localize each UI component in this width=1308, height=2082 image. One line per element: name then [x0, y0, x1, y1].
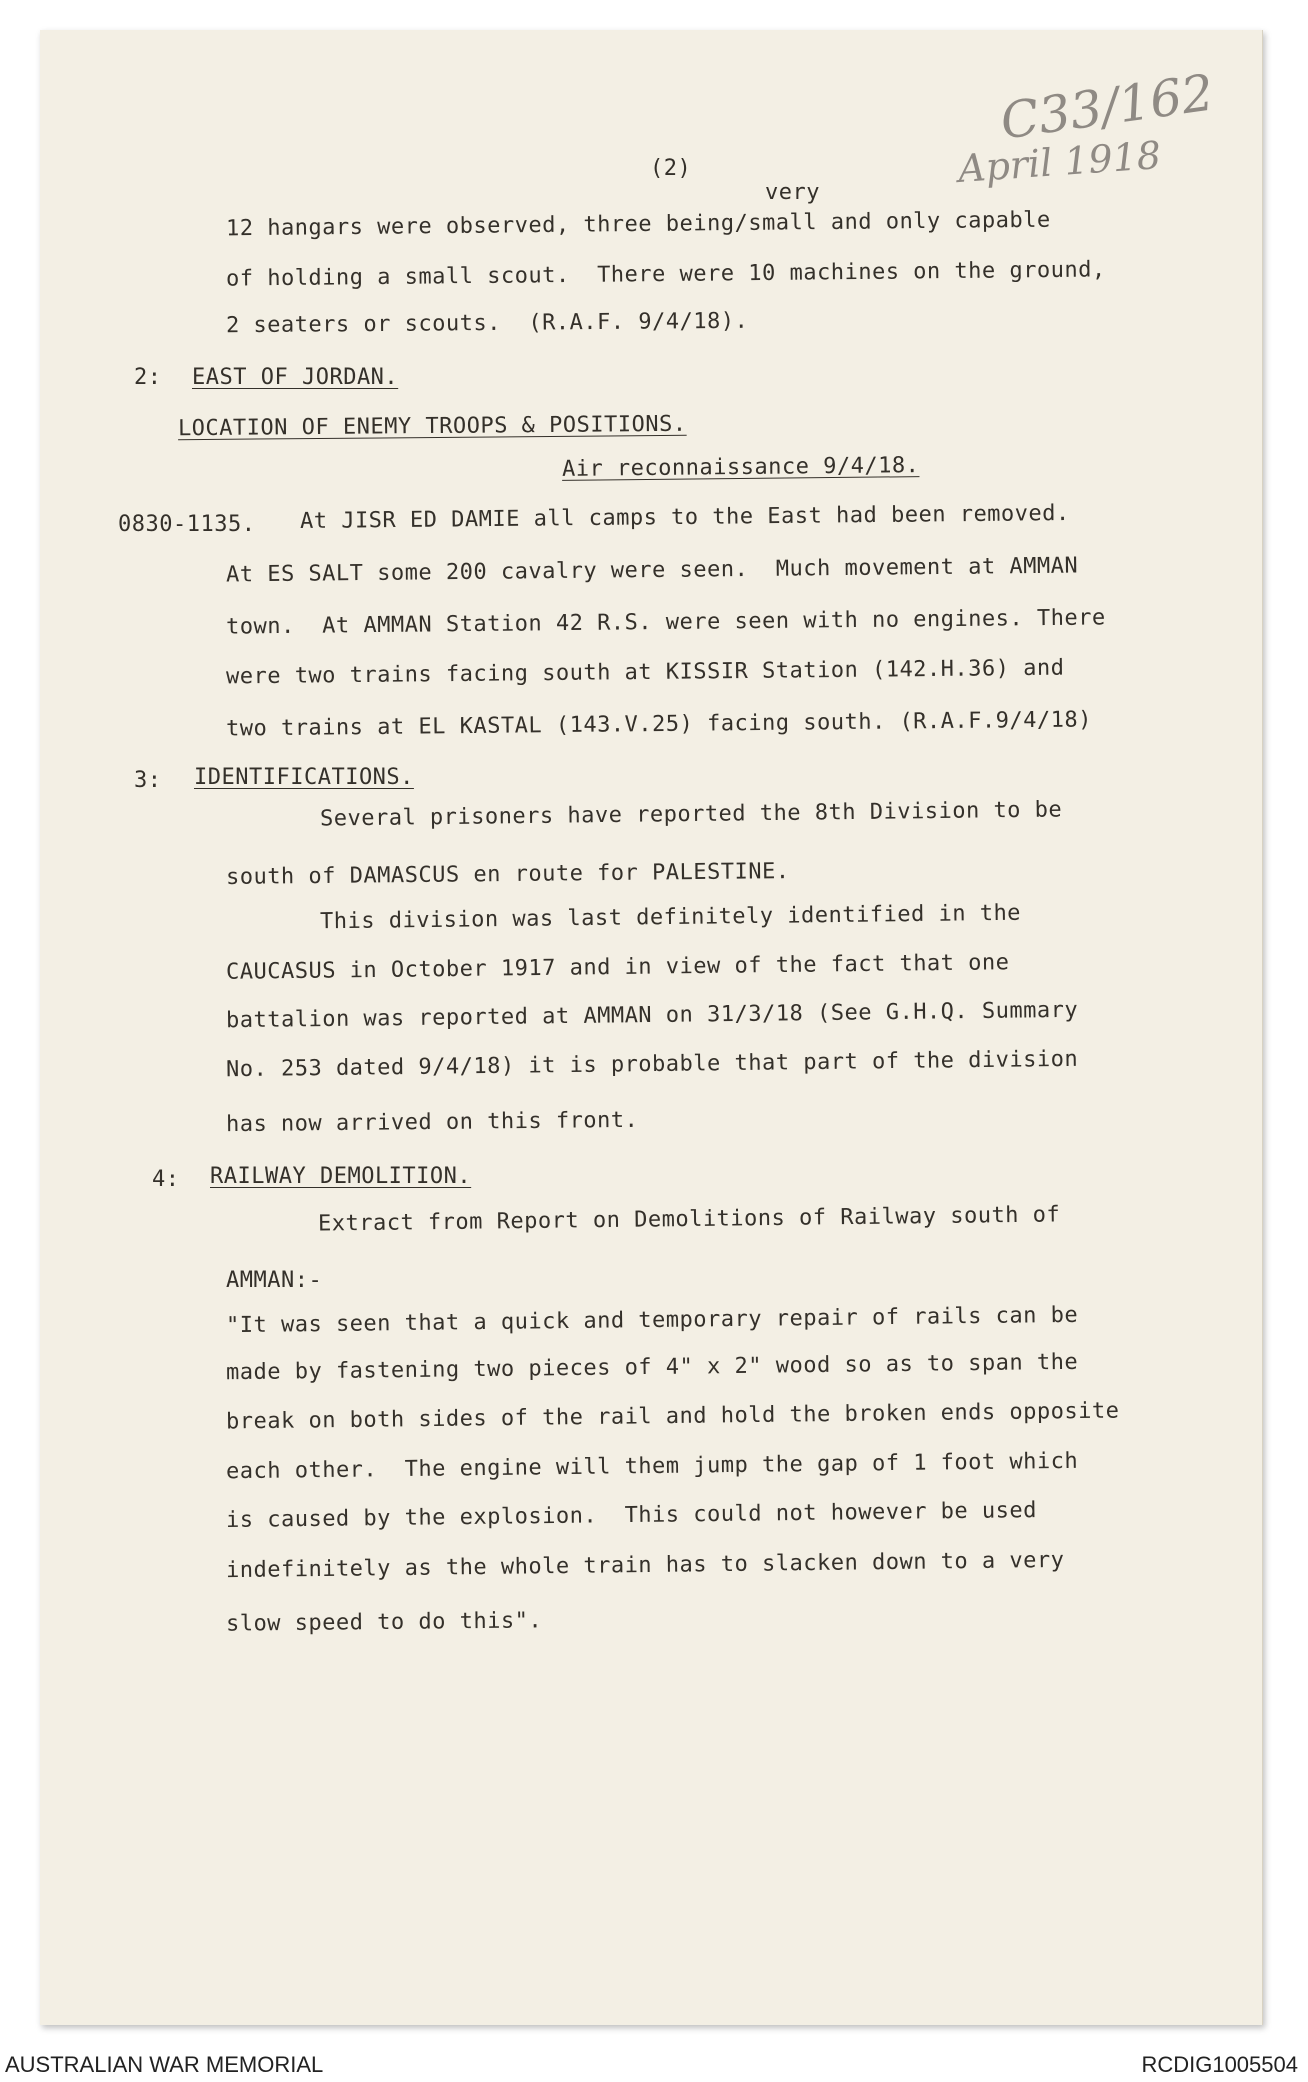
section-line: south of DAMASCUS en route for PALESTINE.: [225, 859, 790, 890]
footer-catalogue-id: RCDIG1005504: [1141, 2052, 1298, 2077]
section-subheading: LOCATION OF ENEMY TROOPS & POSITIONS.: [177, 411, 687, 442]
section-line: has now arrived on this front.: [225, 1107, 639, 1138]
time-label: 0830-1135.: [118, 512, 256, 537]
section-line: Extract from Report on Demolitions of Railway south of: [317, 1202, 1061, 1237]
page-number: (2): [650, 156, 692, 181]
section-line: made by fastening two pieces of 4" x 2" wood so as to span the: [225, 1349, 1079, 1386]
section-line: At ES SALT some 200 cavalry were seen. Much movement at AMMAN: [225, 553, 1079, 588]
section-line: indefinitely as the whole train has to slacken down to a very: [225, 1547, 1065, 1584]
section-line: were two trains facing south at KISSIR Station (142.H.36) and: [225, 655, 1065, 690]
section-line: slow speed to do this".: [225, 1608, 543, 1637]
section-number: 4:: [152, 1167, 180, 1192]
section-line: No. 253 dated 9/4/18) it is probable that part of the division: [225, 1046, 1079, 1083]
section-heading: IDENTIFICATIONS.: [194, 765, 414, 790]
section-heading: EAST OF JORDAN.: [192, 365, 399, 390]
section-line: town. At AMMAN Station 42 R.S. were seen with no engines. There: [225, 605, 1106, 640]
section-number: 2:: [134, 365, 162, 390]
section-line: This division was last definitely identified in the: [319, 900, 1022, 935]
handwritten-reference: C33/162: [997, 63, 1218, 151]
handwritten-date: April 1918: [956, 132, 1163, 192]
section-line: At JISR ED DAMIE all camps to the East had been removed.: [299, 500, 1070, 535]
footer-source: AUSTRALIAN WAR MEMORIAL: [5, 2052, 324, 2077]
section-line: CAUCASUS in October 1917 and in view of the fact that one: [225, 950, 1010, 985]
intro-line: 12 hangars were observed, three being/small and only capable: [225, 207, 1051, 242]
air-reconnaissance-heading: Air reconnaissance 9/4/18.: [561, 453, 920, 482]
intro-line: of holding a small scout. There were 10 machines on the ground,: [225, 257, 1106, 292]
section-number: 3:: [134, 768, 162, 793]
section-line: break on both sides of the rail and hold the broken ends opposite: [225, 1398, 1120, 1435]
intro-line: 2 seaters or scouts. (R.A.F. 9/4/18).: [225, 308, 749, 339]
section-line: battalion was reported at AMMAN on 31/3/18 (See G.H.Q. Summary: [225, 997, 1079, 1034]
section-line: each other. The engine will them jump the gap of 1 foot which: [225, 1448, 1079, 1485]
inserted-word: very: [765, 180, 820, 205]
section-line: AMMAN:-: [226, 1268, 323, 1293]
section-line: two trains at EL KASTAL (143.V.25) facing south. (R.A.F.9/4/18): [225, 707, 1093, 742]
section-line: Several prisoners have reported the 8th Division to be: [319, 797, 1063, 832]
section-heading: RAILWAY DEMOLITION.: [210, 1164, 472, 1189]
section-line: "It was seen that a quick and temporary repair of rails can be: [225, 1302, 1079, 1339]
section-line: is caused by the explosion. This could not however be used: [225, 1498, 1038, 1533]
